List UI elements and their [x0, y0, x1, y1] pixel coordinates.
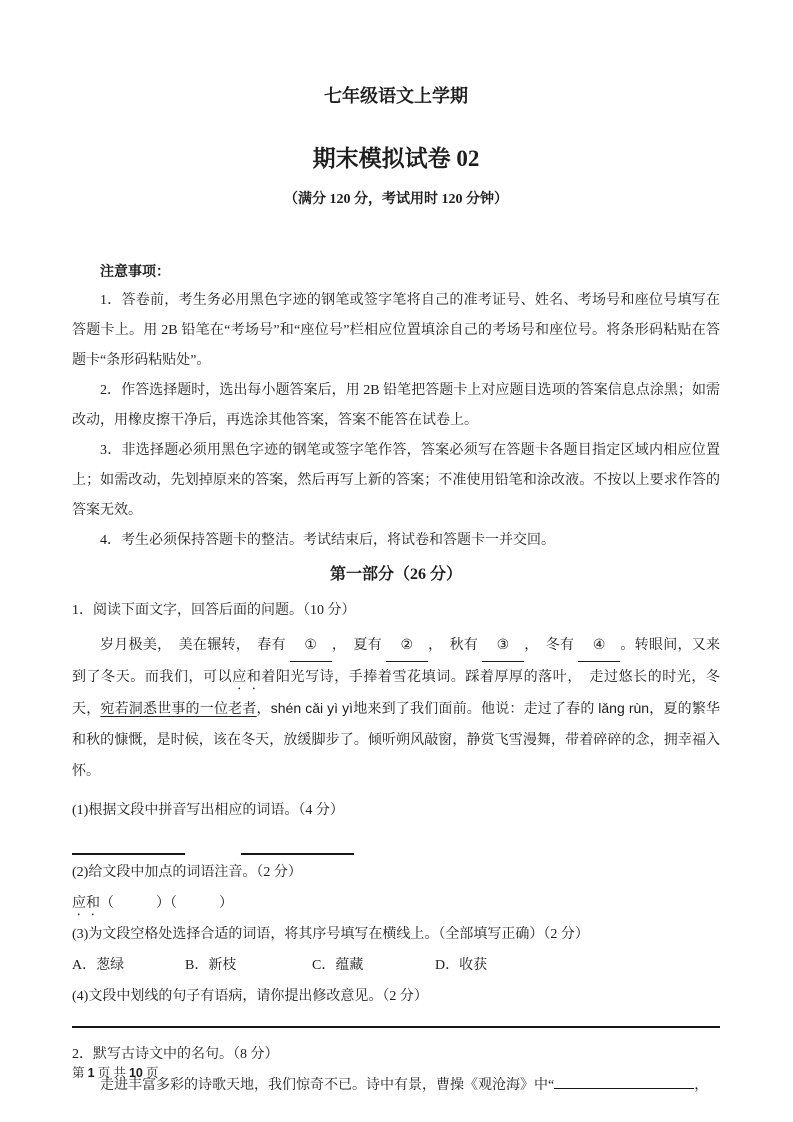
- question2-comma: ，: [694, 1078, 709, 1093]
- passage-pinyin-1: shén cǎi yì yì: [270, 700, 354, 716]
- dotted-word: 应和: [72, 896, 100, 911]
- notice-item-1: 1．答卷前，考生务必用黑色字迹的钢笔或签字笔将自己的准考证号、姓名、考场号和座位号填写在答题卡上。用 2B 铅笔在“考场号”和“座位号”栏相应位置填涂自己的考场号和座位号。将条形码粘贴在答题卡“条形码粘贴处”。: [72, 293, 720, 368]
- answer-rule-line: [72, 1026, 720, 1028]
- footer-seg3: 页: [142, 1066, 159, 1080]
- answer-blank-line-1: [72, 841, 185, 855]
- notice-item-4: 4．考生必须保持答题卡的整洁。考试结束后，将试卷和答题卡一并交回。: [100, 533, 555, 548]
- question1-sub3: (3)为文段空格处选择合适的词语，将其序号填写在横线上。（全部填写正确）（2 分）: [72, 927, 589, 942]
- passage-dotted-word: 应和: [232, 670, 262, 685]
- option-b: B．新枝: [185, 958, 237, 973]
- choice-options-row: [72, 950, 720, 981]
- numbered-blank-4: ④: [578, 630, 620, 662]
- pinyin-brackets: （ ）（ ）: [100, 896, 233, 911]
- question1-sub4: (4)文段中划线的句子有语病，请你提出修改意见。（2 分）: [72, 989, 428, 1004]
- notice-item-2: 2．作答选择题时，选出每小题答案后，用 2B 铅笔把答题卡上对应题目选项的答案信息点涂黑；如需改动，用橡皮擦干净后，再选涂其他答案，答案不能答在试卷上。: [72, 383, 720, 428]
- question2-line: [72, 1070, 720, 1101]
- passage-pinyin-2: lǎng rùn: [598, 700, 650, 716]
- passage-seg2: ， 夏有: [331, 638, 383, 653]
- part1-heading: 第一部分（26 分）: [329, 566, 462, 583]
- passage-seg3: ， 秋有: [427, 638, 479, 653]
- numbered-blank-1: ①: [290, 630, 332, 662]
- answer-blank-line-2: [241, 841, 354, 855]
- passage-seg5: 。转眼间，又来到了冬天。而我们，可以: [72, 638, 721, 685]
- passage-seg7: ，: [256, 702, 271, 717]
- passage-seg1: 岁月极美， 美在辗转， 春有: [100, 638, 286, 653]
- question1-stem: 1．阅读下面文字，回答后面的问题。（10 分）: [72, 603, 356, 618]
- option-a: A．葱绿: [72, 958, 125, 973]
- exam-title: 期末模拟试卷 02: [312, 146, 480, 171]
- course-title: 七年级语文上学期: [324, 86, 468, 106]
- footer-total-pages: 10: [128, 1066, 143, 1080]
- option-c: C．蕴藏: [312, 958, 364, 973]
- footer-seg2: 页 共: [94, 1066, 129, 1080]
- numbered-blank-2: ②: [386, 630, 428, 662]
- pinyin-answer-row: [72, 888, 720, 919]
- notice-item-3: 3．非选择题必须用黑色字迹的钢笔或签字笔作答，答案必须写在答题卡各题目指定区域内相应位置上；如需改动，先划掉原来的答案，然后再写上新的答案；不准使用铅笔和涂改液。不按以上要求作答的答案无效。: [72, 443, 720, 518]
- option-d: D．收获: [435, 958, 488, 973]
- passage-paragraph: [72, 630, 720, 787]
- numbered-blank-3: ③: [482, 630, 524, 662]
- exam-meta: （满分 120 分，考试用时 120 分钟）: [284, 192, 508, 207]
- question2-stem: 2．默写古诗文中的名句。（8 分）: [72, 1047, 279, 1062]
- passage-seg6: 着阳光写诗，手捧着雪花填词。踩着厚厚的落叶， 走过悠长的时光，冬天，: [72, 670, 721, 717]
- question1-sub2: (2)给文段中加点的词语注音。（2 分）: [72, 865, 302, 880]
- footer-page-number: 1: [87, 1066, 95, 1080]
- passage-seg4: ， 冬有: [523, 638, 575, 653]
- question2-blank-line: [554, 1075, 694, 1089]
- passage-underlined-phrase: 宛若洞悉世事的一位老者: [100, 702, 257, 717]
- question2-text: 走进丰富多彩的诗歌天地，我们惊奇不已。诗中有景，曹操《观沧海》中“: [100, 1078, 555, 1093]
- page-footer: [72, 1064, 159, 1082]
- footer-seg1: 第: [72, 1066, 88, 1080]
- answer-blank-row: [72, 826, 720, 857]
- question1-sub1: (1)根据文段中拼音写出相应的词语。（4 分）: [72, 803, 344, 818]
- notice-heading: 注意事项：: [100, 263, 170, 279]
- passage-seg8: 地来到了我们面前。他说：走过了春的: [353, 702, 599, 717]
- passage-seg9: ，夏的繁华和秋的慷慨，是时候，该在冬天，放缓脚步了。倾听朔风敲窗，静赏飞雪漫舞，带着碎碎的念，拥幸福入怀。: [72, 702, 721, 779]
